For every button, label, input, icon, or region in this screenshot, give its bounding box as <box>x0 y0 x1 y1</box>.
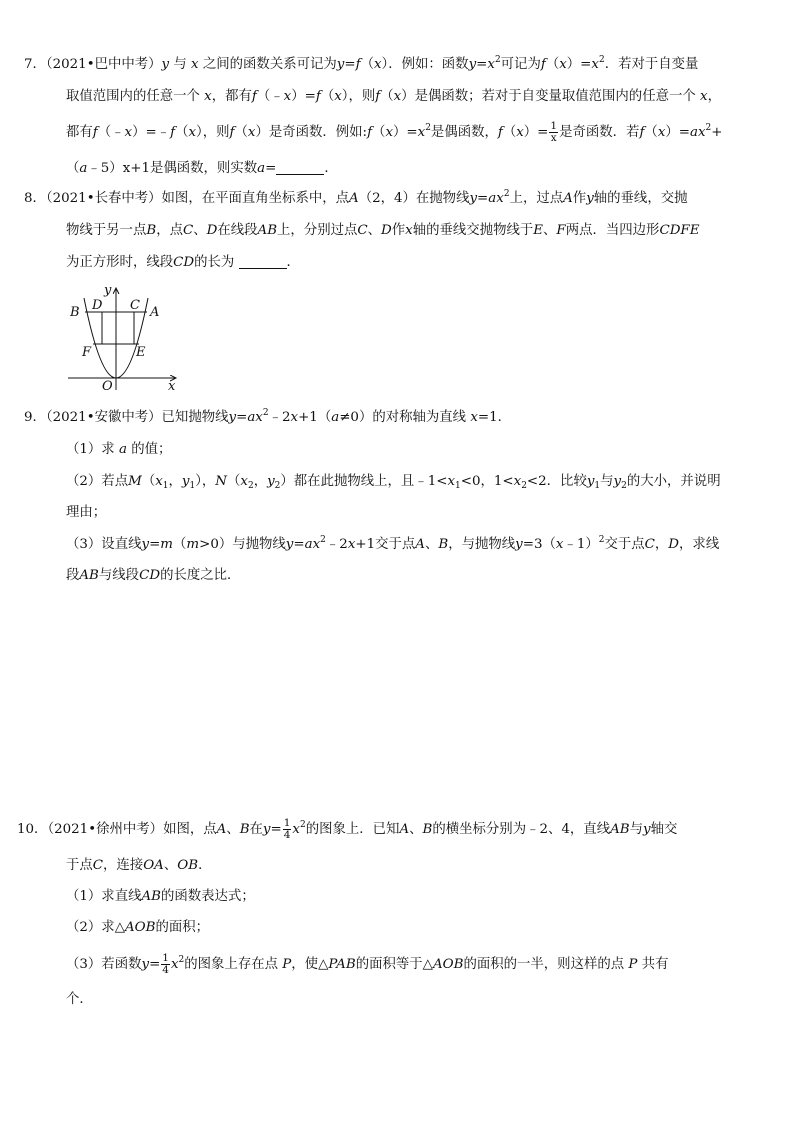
q9-source: （2021•安徽中考） <box>45 410 162 425</box>
label-e: E <box>136 345 146 360</box>
q8-answer-blank <box>239 254 287 269</box>
q10-fraction-1-4: $\frac{1}{4}$ <box>283 817 291 841</box>
q8-parabola-figure <box>64 282 184 394</box>
q10-line-2: 于点C，连接OA、OB． <box>66 858 212 873</box>
q7-line-4: （a﹣5）x+1是偶函数，则实数a= ． <box>66 161 338 176</box>
q8-number: 8． <box>24 191 46 206</box>
q10-number: 10． <box>17 822 48 837</box>
label-b: B <box>70 305 80 320</box>
q8-line-2: 物线于另一点B，点C、D在线段AB上，分别过点C、D作x轴的垂线交抛物线于E、F两点．当四边形CDFE <box>66 223 700 238</box>
label-y: y <box>104 283 112 298</box>
label-a: A <box>150 305 160 320</box>
q8-line-1: 8．（2021•长春中考）如图，在平面直角坐标系中，点A（2，4）在抛物线$y=ax^2$上，过点A作y轴的垂线，交抛 <box>24 189 688 206</box>
q9-part-3-cont: 段AB与线段CD的长度之比． <box>66 568 241 583</box>
q8-source: （2021•长春中考） <box>45 191 162 206</box>
q10-source: （2021•徐州中考） <box>47 822 164 837</box>
q7-source: （2021•巴中中考） <box>45 57 162 72</box>
q9-number: 9． <box>24 410 46 425</box>
q9-line-1: 9．（2021•安徽中考）已知抛物线$y=ax^2﹣2x+1(a\ne 0)$的对称轴为直线 x=1． <box>24 408 512 425</box>
label-c: C <box>130 298 140 313</box>
q8-line-3: 为正方形时，线段CD的长为 ． <box>66 255 300 270</box>
q7-line-1: 7．（2021•巴中中考）y 与 x 之间的函数关系可记为y=f（x）．例如：函数$y=x^2$可记为$f(x)=x^2$．若对于自变量 <box>24 55 699 72</box>
q10-part-2: （2）求△AOB的面积； <box>66 920 210 935</box>
q9-part-2-cont: 理由； <box>66 505 107 520</box>
q7-answer-blank <box>276 160 324 175</box>
q7-number: 7． <box>24 57 46 72</box>
label-x: x <box>168 379 176 394</box>
q10-part-1: （1）求直线AB的函数表达式； <box>66 889 255 904</box>
q10-part-3: （3）若函数y= $\frac{1}{4}$ $x^2$的图象上存在点 P，使△PAB的面积等于△AOB的面积的一半，则这样的点 P 共有 <box>66 952 669 976</box>
q9-part-2: （2）若点$M(x_1$，$y_1$），$N(x_2$，$y_2$）都在此抛物线上，且$﹣1<x_1<0$，$1<x_2<2$．比较$y_1$与$y_2$的大小，并说明 <box>66 474 721 491</box>
label-o: O <box>102 379 113 394</box>
q7-line-3: 都有f（﹣x）=﹣f（x），则f（x）是奇函数．例如$:f(x)=x^2$是偶函数，f（x）= $\frac{1}{x}$ 是奇函数．若$f(x)=ax^2+$ <box>66 120 723 144</box>
q9-part-1: （1）求 a 的值； <box>66 442 172 457</box>
q7-fraction-1-over-x: $\frac{1}{x}$ <box>550 120 558 144</box>
label-f: F <box>82 345 92 360</box>
q10-part-3-cont: 个． <box>66 992 93 1007</box>
q7-line-2: 取值范围内的任意一个 x，都有f（﹣x）=f（x），则f（x）是偶函数；若对于自变量取值范围内的任意一个 x， <box>66 89 721 104</box>
q10-line-1: 10．（2021•徐州中考）如图，点A、B在y= $\frac{1}{4}$ $x^2$的图象上．已知A、B的横坐标分别为﹣2、4，直线AB与y轴交 <box>17 817 678 841</box>
q9-part-3: （3）设直线y=m（m>0）与抛物线$y=ax^2﹣2x+1$交于点A、B，与抛物线y=3（x﹣1）$^2$交于点C，D，求线 <box>66 535 720 552</box>
label-d: D <box>92 298 103 313</box>
q10-fraction-1-4-b: $\frac{1}{4}$ <box>162 952 169 976</box>
